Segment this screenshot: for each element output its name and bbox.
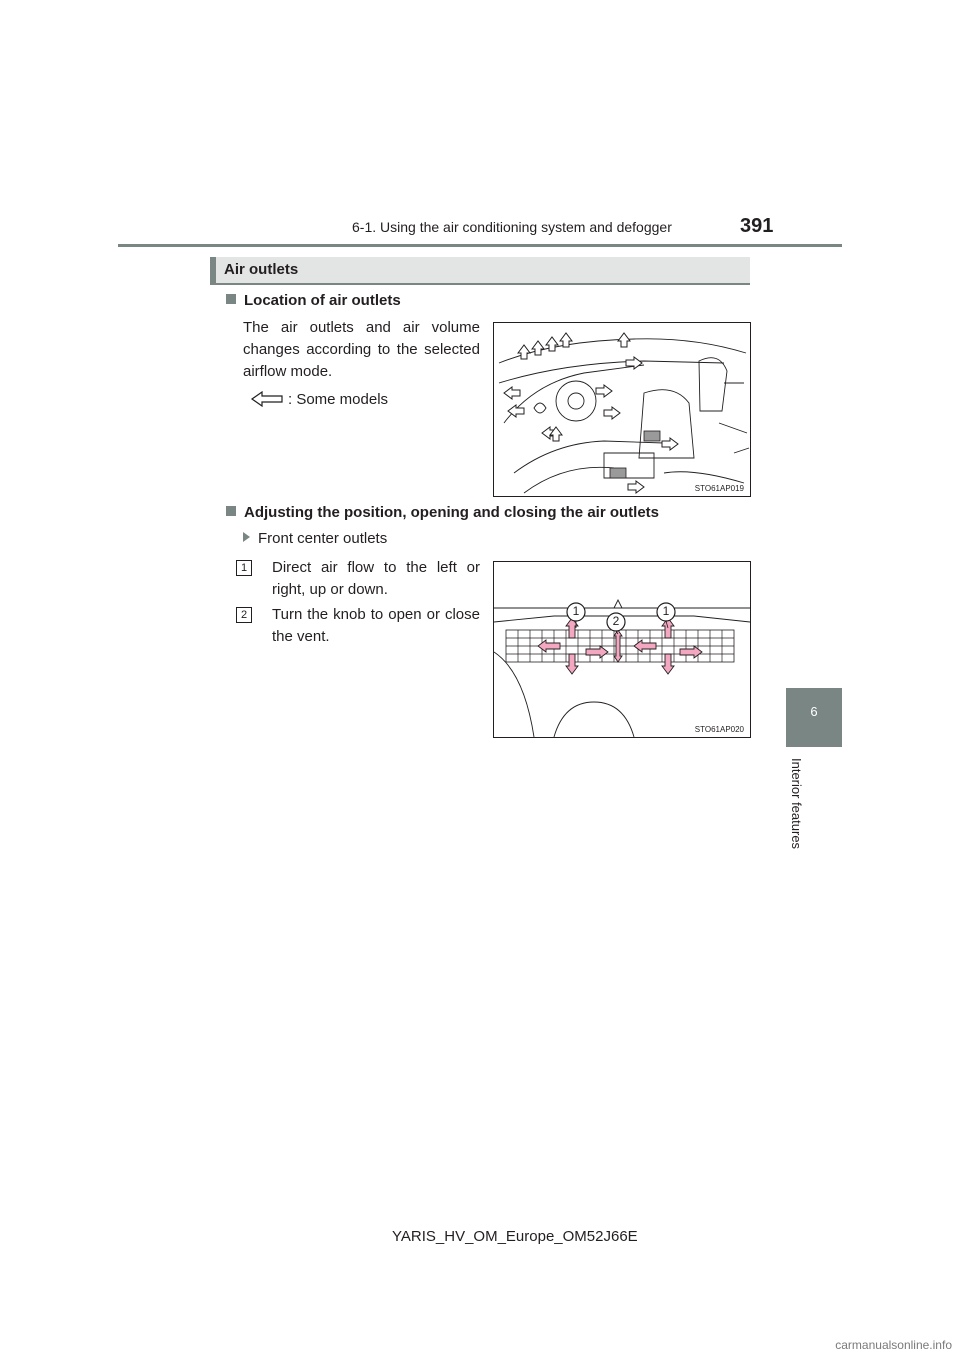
adjusting-subheading <box>243 528 387 550</box>
chapter-tab[interactable] <box>786 688 842 747</box>
step-text-2: Turn the knob to open or close the vent. <box>272 606 480 645</box>
watermark[interactable]: carmanualsonline.info <box>835 1338 952 1352</box>
adjusting-heading <box>226 504 659 521</box>
optional-outlet-arrow-icon <box>250 391 284 407</box>
callout-1-left: 1 <box>572 604 580 618</box>
center-vent-illustration <box>494 562 750 737</box>
figure-code: STO61AP019 <box>694 484 744 493</box>
location-heading-text: Location of air outlets <box>244 292 401 309</box>
section-marker <box>210 257 216 283</box>
header-rule <box>118 244 842 247</box>
step-number-1: 1 <box>236 560 252 576</box>
square-bullet-icon <box>226 294 236 304</box>
location-description: The air outlets and air volume changes according to the selected airflow mode. <box>243 319 480 380</box>
figure-front-center-outlets <box>493 561 751 738</box>
callout-2: 2 <box>612 614 620 628</box>
legend-text: : Some models <box>288 391 389 408</box>
figure-air-outlet-locations <box>493 322 751 497</box>
page-number: 391 <box>740 215 774 237</box>
chapter-number: 6 <box>810 704 818 719</box>
triangle-bullet-icon <box>243 532 250 542</box>
location-heading <box>226 292 401 309</box>
figure-code: STO61AP020 <box>694 725 744 734</box>
adjusting-subheading-text: Front center outlets <box>258 530 388 547</box>
step-text-1: Direct air flow to the left or right, up or down. <box>272 559 480 598</box>
model-code-footer: YARIS_HV_OM_Europe_OM52J66E <box>392 1228 638 1245</box>
step-number-2: 2 <box>236 607 252 623</box>
callout-1-right: 1 <box>662 604 670 618</box>
adjusting-heading-text: Adjusting the position, opening and closing the air outlets <box>244 504 659 521</box>
cabin-illustration <box>494 323 750 496</box>
legend <box>250 389 450 411</box>
chapter-label: Interior features <box>789 758 804 850</box>
header-section-title: 6-1. Using the air conditioning system and defogger <box>352 219 672 235</box>
section-title-bar <box>210 257 750 285</box>
square-bullet-icon <box>226 506 236 516</box>
section-title: Air outlets <box>224 261 299 278</box>
